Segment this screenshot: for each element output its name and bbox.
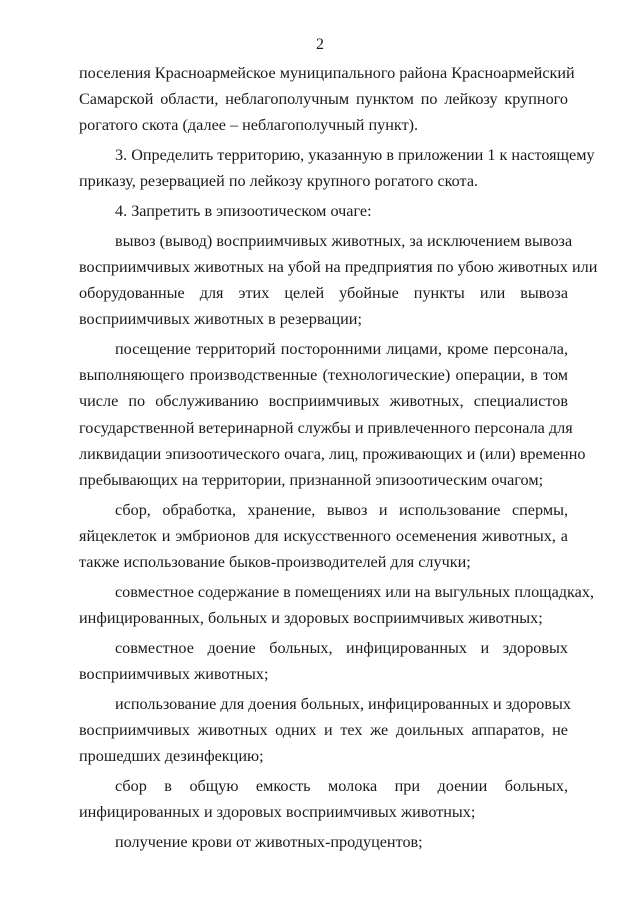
- text-line: также использование быков-производителей для случки;: [79, 553, 471, 572]
- page-number: 2: [316, 36, 324, 53]
- text-line: ликвидации эпизоотического очага, лиц, проживающих и (или) временно: [79, 444, 586, 463]
- text-line: сбор в общую емкость молока при доении больных,: [115, 776, 568, 795]
- paragraph-p1: [79, 60, 575, 139]
- text-line: восприимчивых животных на убой на предприятия по убою животных или: [79, 257, 598, 276]
- paragraph-p8: [79, 635, 568, 687]
- text-line: восприимчивых животных в резервации;: [79, 310, 362, 329]
- paragraph-p9: [79, 691, 571, 770]
- text-line: посещение территорий посторонними лицами, кроме персонала,: [115, 340, 568, 359]
- text-line: яйцеклеток и эмбрионов для искусственного осеменения животных, а: [79, 526, 568, 545]
- text-line: использование для доения больных, инфицированных и здоровых: [115, 694, 571, 713]
- paragraph-p7: [79, 579, 594, 631]
- text-line: получение крови от животных-продуцентов;: [115, 832, 423, 851]
- text-line: инфицированных и здоровых восприимчивых животных;: [79, 802, 476, 821]
- text-line: оборудованные для этих целей убойные пункты или вывоза: [79, 284, 568, 303]
- text-line: вывоз (вывод) восприимчивых животных, за исключением вывоза: [115, 231, 573, 250]
- text-line: рогатого скота (далее – неблагополучный пункт).: [79, 116, 419, 135]
- paragraph-p6: [79, 497, 568, 576]
- text-line: приказу, резервацией по лейкозу крупного рогатого скота.: [79, 172, 479, 191]
- text-line: сбор, обработка, хранение, вывоз и использование спермы,: [115, 500, 568, 519]
- text-line: восприимчивых животных;: [79, 664, 269, 683]
- text-line: числе по обслуживанию восприимчивых животных, специалистов: [79, 392, 568, 411]
- text-line: совместное содержание в помещениях или на выгульных площадках,: [115, 582, 594, 601]
- paragraph-p11: [79, 829, 568, 855]
- paragraph-p3: [79, 198, 568, 224]
- paragraph-p10: [79, 773, 568, 825]
- text-line: Самарской области, неблагополучным пунктом по лейкозу крупного: [79, 90, 568, 109]
- text-line: восприимчивых животных одних и тех же доильных аппаратов, не: [79, 720, 568, 739]
- text-line: государственной ветеринарной службы и привлеченного персонала для: [79, 418, 573, 437]
- text-line: прошедших дезинфекцию;: [79, 747, 264, 766]
- paragraph-p4: [79, 228, 598, 333]
- paragraph-p5: [79, 336, 586, 493]
- paragraph-p2: [79, 142, 595, 194]
- text-line: 4. Запретить в эпизоотическом очаге:: [115, 202, 372, 221]
- text-line: пребывающих на территории, признанной эпизоотическим очагом;: [79, 471, 544, 490]
- document-body: [79, 60, 598, 858]
- text-line: 3. Определить территорию, указанную в приложении 1 к настоящему: [115, 146, 595, 165]
- text-line: совместное доение больных, инфицированных и здоровых: [115, 638, 568, 657]
- text-line: инфицированных, больных и здоровых восприимчивых животных;: [79, 609, 543, 628]
- text-line: поселения Красноармейское муниципального района Красноармейский: [79, 64, 575, 82]
- text-line: выполняющего производственные (технологические) операции, в том: [79, 366, 568, 385]
